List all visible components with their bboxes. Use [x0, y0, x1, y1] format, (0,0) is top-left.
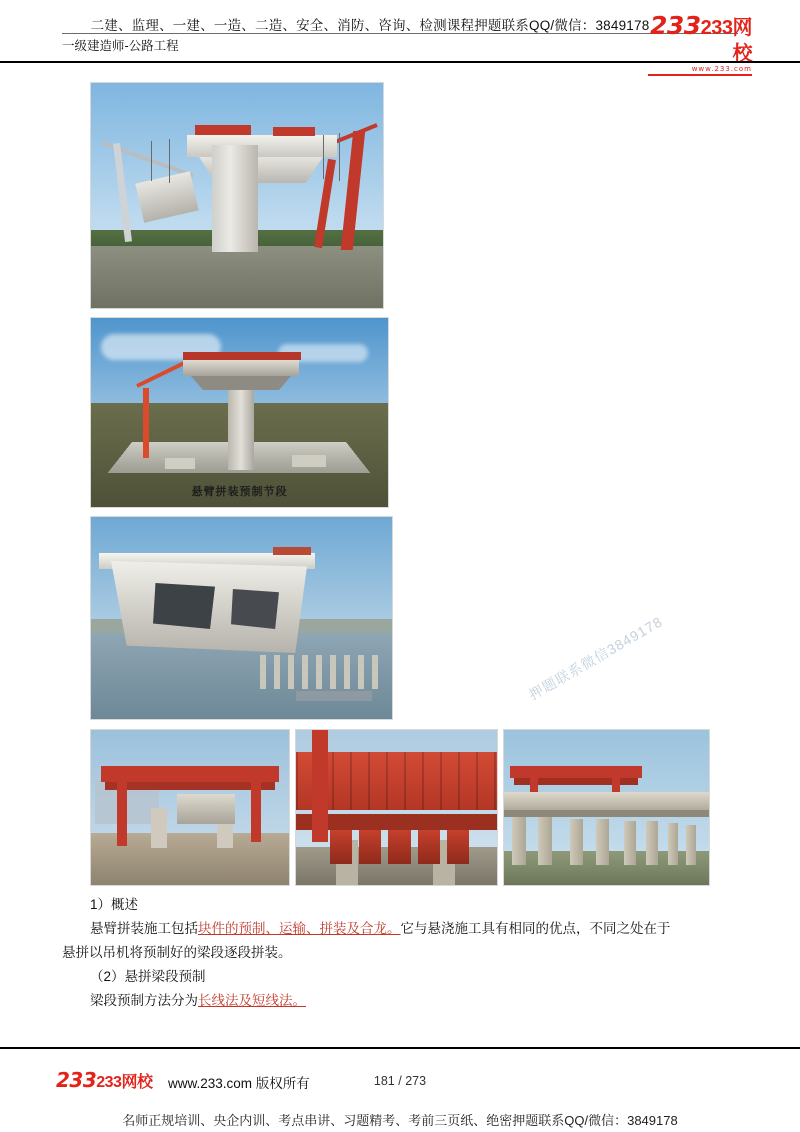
- page-current: 181: [373, 1074, 395, 1088]
- header-bottom-divider: [0, 61, 800, 63]
- paragraph-3-part-a: 梁段预制方法分为: [90, 993, 198, 1008]
- red-gantry-closeup-photo: [295, 729, 499, 886]
- brand-logo: [644, 11, 752, 73]
- paragraph-3-highlight: 长线法及短线法。: [198, 993, 306, 1008]
- header-course-line: 一级建造师-公路工程: [62, 39, 179, 53]
- body-content: [62, 893, 738, 1013]
- footer-brand-logo: 233233网校: [56, 1068, 153, 1092]
- paragraph-1-part-b: 它与悬浇施工具有相同的优点，不同之处在于: [400, 921, 671, 936]
- cantilever-segment-lifting-photo: [90, 82, 384, 309]
- footer-site-text: www.233.com 版权所有: [168, 1076, 310, 1091]
- section-heading-2: （2）悬拼梁段预制: [90, 969, 206, 984]
- figure-row-bottom: [90, 729, 710, 886]
- brand-logo-text: 233233网校: [649, 11, 752, 65]
- footer-brand-logo-cn: 233网校: [96, 1074, 153, 1091]
- page-footer: [0, 1052, 800, 1132]
- page-separator: /: [398, 1074, 402, 1088]
- paragraph-1: [62, 917, 738, 941]
- header-promo-wrap: [60, 14, 680, 34]
- cantilever-assembly-precast-yard-rendering: [90, 317, 389, 508]
- brand-logo-underline: [648, 74, 752, 76]
- paragraph-1-highlight: 块件的预制、运输、拼装及合龙。: [198, 921, 401, 936]
- page-number: [0, 1074, 800, 1088]
- paragraph-2: 悬拼以吊机将预制好的梁段逐段拼装。: [62, 945, 292, 960]
- pile-row: [260, 649, 380, 689]
- paragraph-3: [62, 989, 738, 1013]
- figure-column: [90, 82, 710, 886]
- header-promo-line: 二建、监理、一建、一造、二造、安全、消防、咨询、检测课程押题联系QQ/微信：3849178: [90, 18, 650, 33]
- pier-row: [504, 816, 709, 865]
- brand-logo-subtext: www.233.com: [691, 65, 752, 73]
- page-total: 273: [405, 1074, 427, 1088]
- launching-gantry-site-photo: [90, 729, 290, 886]
- page-header: [0, 0, 800, 73]
- brand-logo-cn: 233网校: [700, 17, 752, 65]
- figure-caption: 悬臂拼装预制节段: [191, 486, 288, 498]
- section-heading-1: 1）概述: [90, 897, 139, 912]
- footer-promo-line: 名师正规培训、央企内训、考点串讲、习题精考、考前三页纸、绝密押题联系QQ/微信：3849178: [122, 1113, 678, 1128]
- footer-divider: [0, 1047, 800, 1049]
- paragraph-1-part-a: 悬臂拼装施工包括: [90, 921, 198, 936]
- viaduct-with-gantry-photo: [503, 729, 710, 886]
- header-divider: [62, 33, 738, 34]
- box-girder-segment-closeup-photo: [90, 516, 393, 720]
- watermark-text: 押题联系微信3849178: [526, 613, 666, 703]
